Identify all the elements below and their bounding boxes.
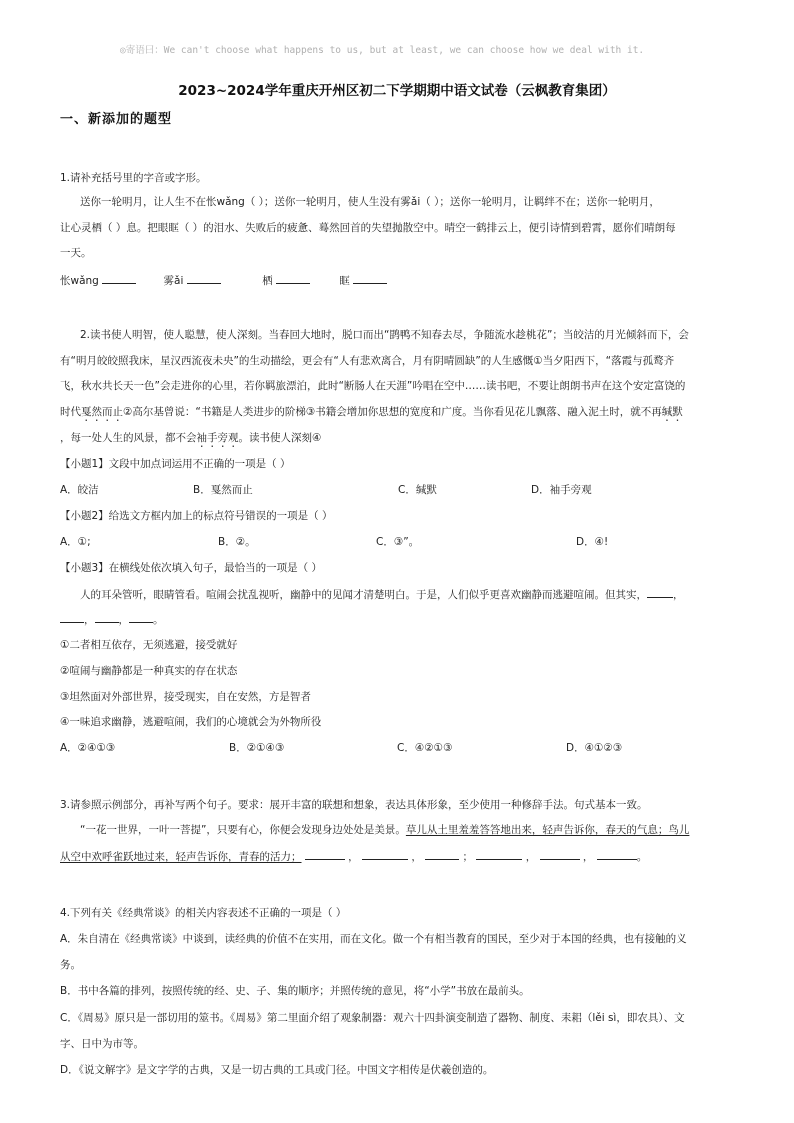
fill-blank[interactable] bbox=[60, 611, 84, 623]
q1-stem: 1.请补充括号里的字音或字形。 bbox=[60, 172, 207, 184]
q2-sub2-stem: 【小题2】给选文方框内加上的标点符号错误的一项是（ ） bbox=[60, 510, 333, 522]
q2-sub2-option-a[interactable]: A．①; bbox=[60, 536, 91, 548]
q1-fill-blank-1[interactable] bbox=[102, 272, 136, 284]
section-heading: 一、新添加的题型 bbox=[60, 112, 173, 127]
q2-sub1-option-a[interactable]: A．皎洁 bbox=[60, 484, 99, 496]
q1-fill-row bbox=[60, 272, 387, 288]
q2-para-line5 bbox=[60, 430, 321, 450]
q1-fill-blank-2[interactable] bbox=[187, 272, 221, 284]
q4-option-a-line2[interactable]: 务。 bbox=[60, 959, 81, 971]
q2-sub1-option-c[interactable]: C．缄默 bbox=[398, 484, 437, 496]
q2-sub3-comma: ， bbox=[673, 589, 684, 601]
fill-blank[interactable] bbox=[647, 586, 673, 598]
q1-fill-blank-4[interactable] bbox=[353, 272, 387, 284]
q2-sub3-para-line2 bbox=[60, 611, 164, 627]
q2-sub1-option-b[interactable]: B．戛然而止 bbox=[193, 484, 253, 496]
q3-example-underlined: 草儿从土里羞羞答答地出来，轻声告诉你，春天的气息；鸟儿 bbox=[405, 824, 690, 836]
q2-sub3-period: 。 bbox=[153, 614, 164, 626]
q3-para-line2: 从空中欢呼雀跃地过来，轻声告诉你，青春的活力； ， ， ； ， ， 。 bbox=[60, 848, 647, 864]
q4-option-b[interactable]: B．书中各篇的排列，按照传统的经、史、子、集的顺序；并照传统的意见，将“小学”书放在最前头。 bbox=[60, 985, 530, 997]
q2-sub1-option-d[interactable]: D．袖手旁观 bbox=[531, 484, 592, 496]
q1-fill-label-2: 雾ǎi bbox=[163, 275, 184, 287]
q4-option-d[interactable]: D．《说文解字》是文字学的古典，又是一切古典的工具或门径。中国文字相传是伏羲创造的。 bbox=[60, 1064, 494, 1076]
q2-text: 。读书使人深刻④ bbox=[238, 432, 322, 444]
q4-option-a-line1[interactable]: A．朱自清在《经典常谈》中谈到，读经典的价值不在实用，而在文化。做一个有相当教育的国民，至少对于本国的经典，也有接触的义 bbox=[60, 933, 687, 945]
q2-sub3-comma: ， bbox=[118, 614, 129, 626]
q2-sub2-option-d[interactable]: D．④! bbox=[576, 536, 609, 548]
q1-para-line2: 让心灵栖（ ）息。把眼眶（ ）的泪水、失败后的疲惫、蓦然回首的失望抛散空中。晴空一鹤排云上，便引诗情到碧霄，愿你们晴朗每 bbox=[60, 222, 676, 234]
q1-para-line1: 送你一轮明月，让人生不在怅wǎng（ ）；送你一轮明月，使人生没有雾ǎi（ ）；送你一轮明月，让羁绊不在；送你一轮明月， bbox=[80, 196, 660, 208]
q1-fill-blank-3[interactable] bbox=[276, 272, 310, 284]
q2-text: ②高尔基曾说：“书籍是人类进步的阶梯③书籍会增加你思想的宽度和广度。当你看见花儿飘落、融入泥土时，就不再 bbox=[123, 406, 662, 418]
q4-option-c-line1[interactable]: C．《周易》原只是一部切用的筮书。《周易》第二里面介绍了观象制器：观六十四卦演变制造了器物、制度、耒耜（lěi sì，即农具）、文 bbox=[60, 1012, 685, 1024]
q2-sub3-stem: 【小题3】在横线处依次填入句子，最恰当的一项是（ ） bbox=[60, 562, 323, 574]
q2-sub3-para-line1 bbox=[80, 586, 684, 602]
q2-sub3-option-a[interactable]: A．②④①③ bbox=[60, 742, 116, 754]
q2-sub3-option-c[interactable]: C．④②①③ bbox=[397, 742, 453, 754]
q2-sub3-option-b[interactable]: B．②①④③ bbox=[229, 742, 285, 754]
q4-option-c-line2[interactable]: 字、日中为市等。 bbox=[60, 1038, 144, 1050]
fill-blank[interactable] bbox=[476, 848, 522, 860]
fill-blank[interactable] bbox=[362, 848, 408, 860]
q2-para-line2: 有“明月皎皎照我床，星汉西流夜未央”的生动描绘，更会有“人有悲欢离合，月有阴晴圆缺”的人生感慨①当夕阳西下，“落霞与孤鹜齐 bbox=[60, 355, 675, 367]
q2-sub3-item-4: ④一味追求幽静，逃避喧闹，我们的心境就会为外物所役 bbox=[60, 716, 322, 728]
q2-dotted-word: 缄默 bbox=[661, 406, 683, 418]
q2-sub2-option-c[interactable]: C．③”。 bbox=[376, 536, 420, 548]
q2-sub3-item-3: ③坦然面对外部世界，接受现实，自在安然，方是智者 bbox=[60, 691, 311, 703]
fill-blank[interactable] bbox=[129, 611, 153, 623]
q2-para-line4 bbox=[60, 404, 683, 424]
q2-text: ，每一处人生的风景，都不会 bbox=[60, 432, 197, 444]
q1-fill-label-3: 栖 bbox=[262, 275, 273, 287]
q3-example-underlined: 从空中欢呼雀跃地过来，轻声告诉你，青春的活力； bbox=[60, 851, 302, 863]
q2-para-line3: 飞，秋水共长天一色”会走进你的心里，若你羁旅漂泊，此时“断肠人在天涯”吟唱在空中……读书吧，不要让朗朗书声在这个安定富饶的 bbox=[60, 380, 686, 392]
fill-blank[interactable] bbox=[95, 611, 119, 623]
q3-stem: 3.请参照示例部分，再补写两个句子。要求：展开丰富的联想和想象，表达具体形象，至少使用一种修辞手法。句式基本一致。 bbox=[60, 799, 648, 811]
q2-sub3-comma: ， bbox=[84, 614, 95, 626]
fill-blank[interactable] bbox=[425, 848, 459, 860]
q2-text: 时代 bbox=[60, 406, 81, 418]
q4-stem: 4.下列有关《经典常谈》的相关内容表述不正确的一项是（ ） bbox=[60, 907, 347, 919]
q2-sub2-option-b[interactable]: B．②。 bbox=[218, 536, 256, 548]
q2-sub3-item-1: ①二者相互依存，无须逃避，接受就好 bbox=[60, 639, 238, 651]
q2-sub3-option-d[interactable]: D．④①②③ bbox=[566, 742, 623, 754]
motto-header: ◎寄语曰：We can't choose what happens to us, but at least, we can choose how we deal with it. bbox=[120, 45, 645, 56]
q2-sub3-text: 人的耳朵管听，眼睛管看。喧闹会扰乱视听，幽静中的见闻才清楚明白。于是，人们似乎更喜欢幽静而逃避喧闹。但其实， bbox=[80, 589, 647, 601]
q2-dotted-word: 袖手旁观 bbox=[196, 432, 239, 444]
q2-para-line1: 2.读书使人明智，使人聪慧，使人深刻。当春回大地时，脱口而出“鹍鸭不知春去尽，争随流水趁桃花”；当皎洁的月光倾斜而下，会 bbox=[80, 329, 689, 341]
q1-fill-label-4: 眶 bbox=[339, 275, 350, 287]
fill-blank[interactable] bbox=[305, 848, 345, 860]
q2-dotted-word: 戛然而止 bbox=[81, 406, 123, 418]
fill-blank[interactable] bbox=[597, 848, 637, 860]
q1-para-line3: 一天。 bbox=[60, 247, 92, 259]
q3-text: “一花一世界，一叶一菩提”，只要有心，你便会发现身边处处是美景。 bbox=[80, 824, 406, 836]
fill-blank[interactable] bbox=[540, 848, 580, 860]
q2-sub1-stem: 【小题1】文段中加点词运用不正确的一项是（ ） bbox=[60, 458, 291, 470]
q3-para-line1 bbox=[80, 822, 689, 837]
page-title: 2023~2024学年重庆开州区初二下学期期中语文试卷（云枫教育集团） bbox=[178, 83, 616, 99]
q2-sub3-item-2: ②喧闹与幽静都是一种真实的存在状态 bbox=[60, 665, 238, 677]
q1-fill-label-1: 怅wǎng bbox=[60, 275, 99, 287]
